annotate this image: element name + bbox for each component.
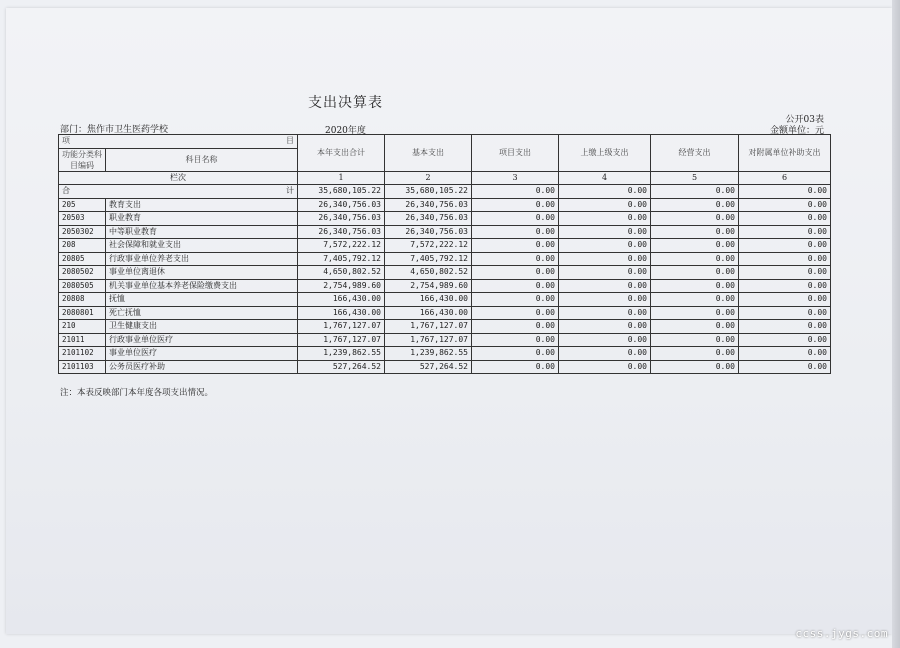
amount-cell: 0.00 bbox=[651, 306, 739, 320]
total-right-label: 计 bbox=[286, 186, 294, 196]
total-label-cell bbox=[59, 185, 298, 199]
function-code-cell: 2101103 bbox=[59, 360, 106, 374]
amount-cell: 0.00 bbox=[559, 320, 651, 334]
amount-cell: 0.00 bbox=[651, 266, 739, 280]
amount-cell: 0.00 bbox=[651, 347, 739, 361]
amount-cell: 166,430.00 bbox=[385, 293, 472, 307]
header-business: 经营支出 bbox=[651, 135, 739, 172]
table-row bbox=[59, 225, 831, 239]
header-upper: 上缴上级支出 bbox=[559, 135, 651, 172]
function-code-cell: 2050302 bbox=[59, 225, 106, 239]
table-row bbox=[59, 320, 831, 334]
table-row bbox=[59, 252, 831, 266]
amount-cell: 0.00 bbox=[559, 225, 651, 239]
subject-name-cell: 机关事业单位基本养老保险缴费支出 bbox=[106, 279, 298, 293]
amount-cell: 0.00 bbox=[472, 320, 559, 334]
subject-name-cell: 教育支出 bbox=[106, 198, 298, 212]
amount-cell: 166,430.00 bbox=[385, 306, 472, 320]
amount-cell: 26,340,756.03 bbox=[385, 198, 472, 212]
total-value: 0.00 bbox=[739, 185, 831, 199]
amount-cell: 0.00 bbox=[472, 198, 559, 212]
amount-cell: 0.00 bbox=[651, 212, 739, 226]
amount-cell: 0.00 bbox=[651, 333, 739, 347]
header-func-code: 功能分类科目编码 bbox=[59, 148, 106, 171]
amount-cell: 7,572,222.12 bbox=[385, 239, 472, 253]
amount-cell: 0.00 bbox=[472, 266, 559, 280]
amount-cell: 0.00 bbox=[472, 333, 559, 347]
function-code-cell: 20805 bbox=[59, 252, 106, 266]
amount-cell: 0.00 bbox=[559, 333, 651, 347]
amount-cell: 0.00 bbox=[472, 239, 559, 253]
amount-cell: 0.00 bbox=[472, 293, 559, 307]
amount-cell: 0.00 bbox=[651, 279, 739, 293]
total-row bbox=[59, 185, 831, 199]
amount-cell: 166,430.00 bbox=[298, 306, 385, 320]
amount-cell: 0.00 bbox=[472, 347, 559, 361]
header-project: 项目支出 bbox=[472, 135, 559, 172]
total-value: 35,680,105.22 bbox=[298, 185, 385, 199]
amount-cell: 527,264.52 bbox=[298, 360, 385, 374]
amount-cell: 0.00 bbox=[651, 320, 739, 334]
amount-cell: 0.00 bbox=[739, 306, 831, 320]
amount-cell: 26,340,756.03 bbox=[298, 212, 385, 226]
amount-cell: 0.00 bbox=[739, 266, 831, 280]
table-row bbox=[59, 333, 831, 347]
table-row bbox=[59, 360, 831, 374]
subject-name-cell: 死亡抚恤 bbox=[106, 306, 298, 320]
amount-cell: 0.00 bbox=[559, 252, 651, 266]
amount-cell: 0.00 bbox=[559, 266, 651, 280]
column-number: 4 bbox=[559, 171, 651, 185]
category-right-label: 目 bbox=[286, 136, 294, 146]
column-number: 1 bbox=[298, 171, 385, 185]
function-code-cell: 208 bbox=[59, 239, 106, 253]
amount-cell: 166,430.00 bbox=[298, 293, 385, 307]
function-code-cell: 2080801 bbox=[59, 306, 106, 320]
amount-cell: 0.00 bbox=[559, 198, 651, 212]
total-left-label: 合 bbox=[62, 186, 70, 196]
amount-cell: 7,572,222.12 bbox=[298, 239, 385, 253]
subject-name-cell: 公务员医疗补助 bbox=[106, 360, 298, 374]
amount-cell: 26,340,756.03 bbox=[385, 225, 472, 239]
amount-cell: 2,754,989.60 bbox=[298, 279, 385, 293]
subject-name-cell: 社会保障和就业支出 bbox=[106, 239, 298, 253]
category-left-label: 项 bbox=[62, 136, 70, 146]
form-code: 公开03表 bbox=[785, 115, 824, 125]
header-total: 本年支出合计 bbox=[298, 135, 385, 172]
amount-cell: 0.00 bbox=[739, 320, 831, 334]
amount-cell: 0.00 bbox=[739, 225, 831, 239]
amount-cell: 0.00 bbox=[739, 279, 831, 293]
table-row bbox=[59, 293, 831, 307]
amount-cell: 1,767,127.07 bbox=[298, 320, 385, 334]
header-basic: 基本支出 bbox=[385, 135, 472, 172]
currency-unit: 金额单位：元 bbox=[769, 126, 824, 136]
subject-name-cell: 职业教育 bbox=[106, 212, 298, 226]
total-value: 0.00 bbox=[559, 185, 651, 199]
amount-cell: 0.00 bbox=[739, 252, 831, 266]
amount-cell: 1,239,862.55 bbox=[385, 347, 472, 361]
amount-cell: 1,767,127.07 bbox=[385, 333, 472, 347]
function-code-cell: 20503 bbox=[59, 212, 106, 226]
column-number: 3 bbox=[472, 171, 559, 185]
amount-cell: 1,767,127.07 bbox=[298, 333, 385, 347]
fiscal-year: 2020年度 bbox=[325, 126, 366, 136]
amount-cell: 7,405,792.12 bbox=[298, 252, 385, 266]
category-cell bbox=[59, 135, 298, 149]
function-code-cell: 21011 bbox=[59, 333, 106, 347]
amount-cell: 1,239,862.55 bbox=[298, 347, 385, 361]
amount-cell: 527,264.52 bbox=[385, 360, 472, 374]
amount-cell: 1,767,127.07 bbox=[385, 320, 472, 334]
subject-name-cell: 行政事业单位医疗 bbox=[106, 333, 298, 347]
column-number: 5 bbox=[651, 171, 739, 185]
subject-name-cell: 卫生健康支出 bbox=[106, 320, 298, 334]
subject-name-cell: 行政事业单位养老支出 bbox=[106, 252, 298, 266]
watermark-text: ccss.jygs.com bbox=[795, 627, 888, 640]
total-value: 0.00 bbox=[472, 185, 559, 199]
function-code-cell: 2080505 bbox=[59, 279, 106, 293]
amount-cell: 0.00 bbox=[739, 333, 831, 347]
amount-cell: 2,754,989.60 bbox=[385, 279, 472, 293]
amount-cell: 26,340,756.03 bbox=[298, 198, 385, 212]
header-subject-name: 科目名称 bbox=[106, 148, 298, 171]
amount-cell: 0.00 bbox=[651, 225, 739, 239]
amount-cell: 0.00 bbox=[739, 293, 831, 307]
amount-cell: 0.00 bbox=[739, 198, 831, 212]
subject-name-cell: 事业单位离退休 bbox=[106, 266, 298, 280]
page-edge bbox=[892, 0, 900, 648]
department-label: 部门：焦作市卫生医药学校 bbox=[60, 125, 169, 135]
document-title: 支出决算表 bbox=[308, 95, 383, 111]
amount-cell: 0.00 bbox=[739, 360, 831, 374]
header-row-category bbox=[59, 135, 831, 149]
amount-cell: 0.00 bbox=[651, 239, 739, 253]
subject-name-cell: 中等职业教育 bbox=[106, 225, 298, 239]
amount-cell: 0.00 bbox=[739, 239, 831, 253]
amount-cell: 4,650,802.52 bbox=[298, 266, 385, 280]
function-code-cell: 2080502 bbox=[59, 266, 106, 280]
table-row bbox=[59, 239, 831, 253]
amount-cell: 7,405,792.12 bbox=[385, 252, 472, 266]
total-value: 0.00 bbox=[651, 185, 739, 199]
amount-cell: 0.00 bbox=[559, 347, 651, 361]
amount-cell: 0.00 bbox=[559, 212, 651, 226]
table-row bbox=[59, 212, 831, 226]
column-number: 6 bbox=[739, 171, 831, 185]
expenditure-table bbox=[58, 134, 831, 374]
column-label: 栏次 bbox=[59, 171, 298, 185]
table-row bbox=[59, 266, 831, 280]
amount-cell: 0.00 bbox=[651, 198, 739, 212]
amount-cell: 0.00 bbox=[559, 306, 651, 320]
footnote: 注：本表反映部门本年度各项支出情况。 bbox=[60, 388, 214, 398]
column-number-row bbox=[59, 171, 831, 185]
amount-cell: 0.00 bbox=[472, 252, 559, 266]
table-row bbox=[59, 279, 831, 293]
function-code-cell: 20808 bbox=[59, 293, 106, 307]
table-row bbox=[59, 198, 831, 212]
amount-cell: 0.00 bbox=[739, 347, 831, 361]
amount-cell: 0.00 bbox=[651, 293, 739, 307]
total-value: 35,680,105.22 bbox=[385, 185, 472, 199]
amount-cell: 0.00 bbox=[472, 279, 559, 293]
amount-cell: 0.00 bbox=[472, 306, 559, 320]
header-subsidy: 对附属单位补助支出 bbox=[739, 135, 831, 172]
function-code-cell: 210 bbox=[59, 320, 106, 334]
subject-name-cell: 抚恤 bbox=[106, 293, 298, 307]
subject-name-cell: 事业单位医疗 bbox=[106, 347, 298, 361]
table-row bbox=[59, 306, 831, 320]
amount-cell: 0.00 bbox=[559, 293, 651, 307]
amount-cell: 0.00 bbox=[472, 225, 559, 239]
amount-cell: 0.00 bbox=[559, 239, 651, 253]
function-code-cell: 2101102 bbox=[59, 347, 106, 361]
column-number: 2 bbox=[385, 171, 472, 185]
amount-cell: 0.00 bbox=[651, 360, 739, 374]
amount-cell: 4,650,802.52 bbox=[385, 266, 472, 280]
amount-cell: 0.00 bbox=[559, 360, 651, 374]
function-code-cell: 205 bbox=[59, 198, 106, 212]
amount-cell: 0.00 bbox=[472, 212, 559, 226]
amount-cell: 26,340,756.03 bbox=[385, 212, 472, 226]
table-row bbox=[59, 347, 831, 361]
amount-cell: 0.00 bbox=[472, 360, 559, 374]
amount-cell: 0.00 bbox=[559, 279, 651, 293]
amount-cell: 0.00 bbox=[651, 252, 739, 266]
amount-cell: 0.00 bbox=[739, 212, 831, 226]
amount-cell: 26,340,756.03 bbox=[298, 225, 385, 239]
